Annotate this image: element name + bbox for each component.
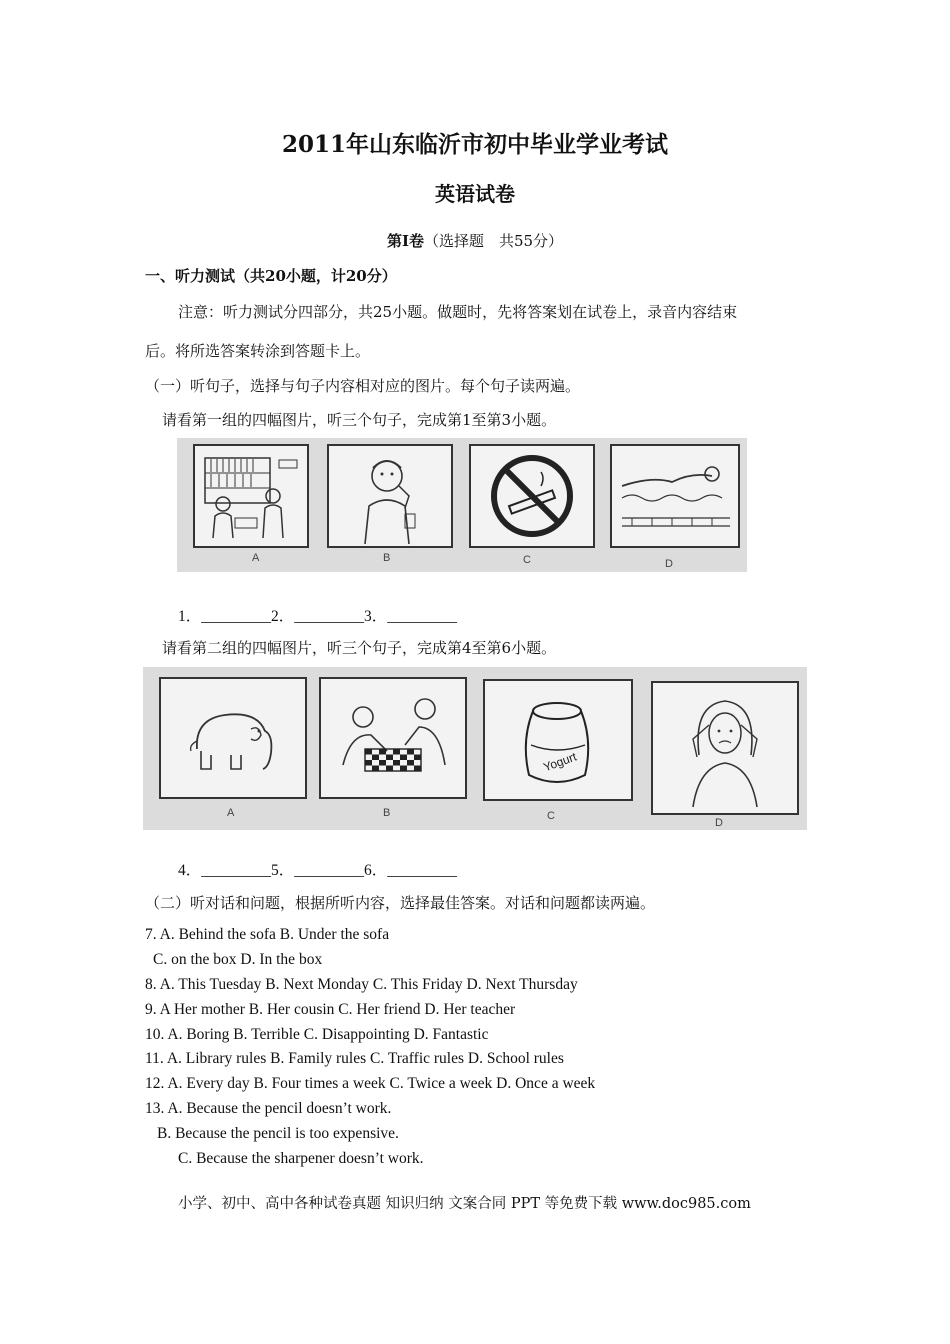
label-1b: B: [383, 552, 391, 564]
picture-2b-chess: [319, 677, 467, 799]
boy-brushing-icon: [329, 446, 451, 546]
question-7-options-cd: C. on the box D. In the box: [153, 951, 323, 968]
exam-title: 2011年山东临沂市初中毕业学业考试: [281, 131, 668, 158]
chess-players-icon: [321, 679, 465, 797]
no-smoking-icon: [471, 446, 593, 546]
note-line-2: 后。将所选答案转涂到答题卡上。: [145, 342, 371, 360]
part2-title: （二）听对话和问题，根据所听内容，选择最佳答案。对话和问题都读两遍。: [145, 894, 656, 912]
question-13-option-b: B. Because the pencil is too expensive.: [157, 1125, 399, 1142]
yogurt-label: Yogurt: [541, 749, 579, 775]
picture-1a-library: [193, 444, 309, 548]
question-7: 7. A. Behind the sofa B. Under the sofa: [145, 926, 390, 943]
paper-label: 第Ⅰ卷: [386, 232, 424, 250]
label-1a: A: [252, 552, 260, 564]
picture-2d-girl: [651, 681, 799, 815]
picture-2a-elephant: [159, 677, 307, 799]
answer-blanks-4-6[interactable]: 4．_________5．_________6．_________: [178, 862, 458, 879]
label-1d: D: [665, 558, 673, 570]
question-10: 10. A. Boring B. Terrible C. Disappointing D. Fantastic: [145, 1026, 489, 1043]
picture-2c-yogurt: [483, 679, 633, 801]
label-2b: B: [383, 807, 391, 819]
answer-blanks-1-3[interactable]: 1．_________2．_________3．_________: [178, 608, 458, 625]
exam-subtitle: 英语试卷: [435, 182, 515, 206]
question-12: 12. A. Every day B. Four times a week C. Twice a week D. Once a week: [145, 1075, 596, 1092]
library-icon: [195, 446, 307, 546]
question-8: 8. A. This Tuesday B. Next Monday C. This Friday D. Next Thursday: [145, 976, 578, 993]
part1-title: （一）听句子，选择与句子内容相对应的图片。每个句子读两遍。: [145, 377, 581, 395]
picture-group-1: [177, 438, 747, 572]
yogurt-jar-icon: [485, 681, 631, 799]
picture-1d-swimming: [610, 444, 740, 548]
question-11: 11. A. Library rules B. Family rules C. Traffic rules D. School rules: [145, 1050, 564, 1067]
note-line-1: 注意：听力测试分四部分，共25小题。做题时，先将答案划在试卷上，录音内容结束: [178, 303, 738, 321]
elephant-icon: [161, 679, 305, 797]
swimming-icon: [612, 446, 738, 546]
label-1c: C: [523, 554, 531, 566]
section-heading: 一、听力测试（共20小题，计20分）: [145, 267, 397, 285]
picture-group-2: [143, 667, 807, 830]
group2-intro: 请看第二组的四幅图片，听三个句子，完成第4至第6小题。: [162, 639, 557, 657]
footer-note: 小学、初中、高中各种试卷真题 知识归纳 文案合同 PPT 等免费下载 www.doc985.com: [178, 1196, 751, 1212]
label-2a: A: [227, 807, 235, 819]
label-2d: D: [715, 817, 723, 829]
group1-intro: 请看第一组的四幅图片，听三个句子，完成第1至第3小题。: [162, 411, 557, 429]
picture-1b-boy: [327, 444, 453, 548]
picture-1c-no-smoking: [469, 444, 595, 548]
question-9: 9. A Her mother B. Her cousin C. Her friend D. Her teacher: [145, 1001, 516, 1018]
question-13: 13. A. Because the pencil doesn’t work.: [145, 1100, 392, 1117]
label-2c: C: [547, 810, 555, 822]
paper-info: （选择题 共55分）: [423, 232, 564, 250]
girl-headache-icon: [653, 683, 797, 813]
question-13-option-c: C. Because the sharpener doesn’t work.: [178, 1150, 424, 1167]
paper-heading: [0, 230, 950, 251]
